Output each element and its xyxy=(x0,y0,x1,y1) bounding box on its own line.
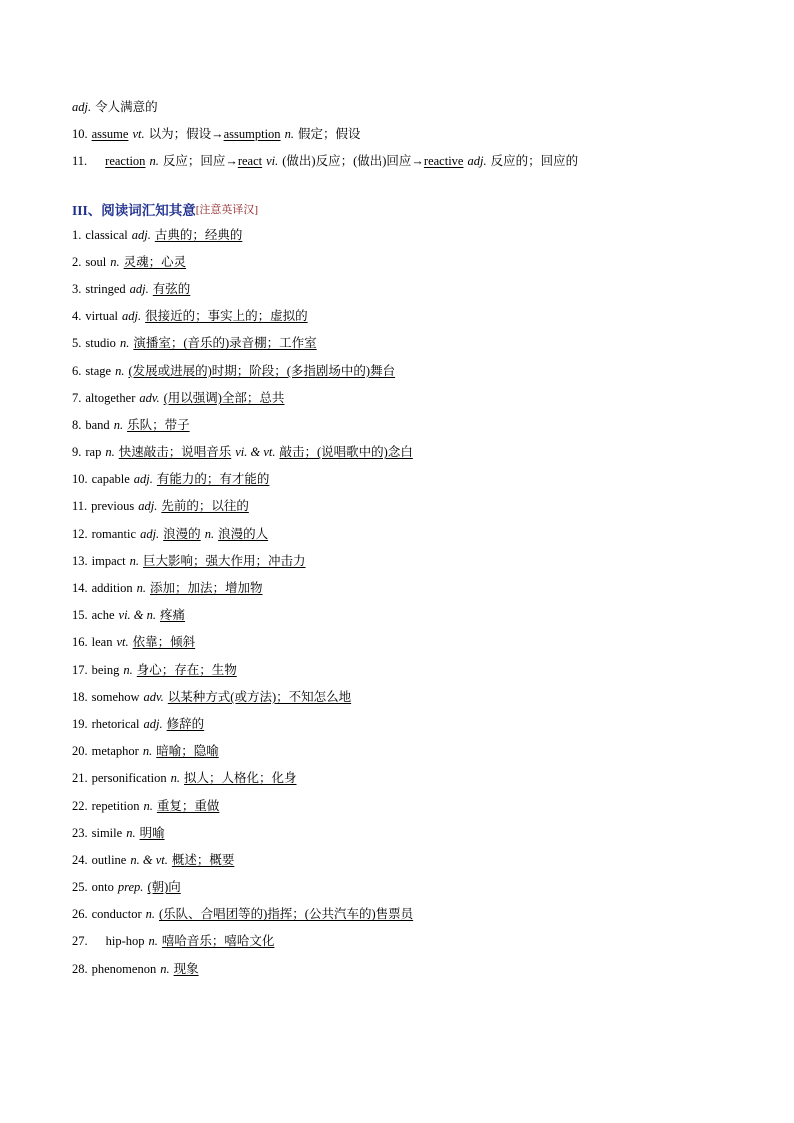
part-of-speech: n. xyxy=(143,798,153,813)
entry-number: 13. xyxy=(72,553,88,568)
vocab-item xyxy=(72,275,722,302)
part-of-speech: n. xyxy=(123,662,133,677)
vocab-item xyxy=(72,955,722,982)
headword: classical xyxy=(85,227,128,242)
headword: lean xyxy=(91,635,113,650)
vocab-item xyxy=(72,874,722,901)
part-of-speech: n. xyxy=(284,126,294,141)
headword: being xyxy=(91,662,120,677)
entry-number: 4. xyxy=(72,309,82,324)
vocab-item xyxy=(72,738,722,765)
meaning-text: (用以强调)全部；总共 xyxy=(163,390,285,405)
section-heading xyxy=(72,196,722,221)
part-of-speech: n. xyxy=(136,581,146,596)
page-content xyxy=(72,93,722,982)
part-of-speech: prep. xyxy=(117,880,144,895)
entry-line xyxy=(72,93,722,120)
meaning-text: 明喻 xyxy=(139,825,165,840)
meaning-text: 浪漫的人 xyxy=(218,526,269,541)
meaning-text: 依靠；倾斜 xyxy=(132,635,196,650)
vocab-list xyxy=(72,221,722,982)
entry-number: 18. xyxy=(72,689,88,704)
part-of-speech: n. xyxy=(149,153,159,168)
part-of-speech: adj. xyxy=(133,472,153,487)
meaning-text: 以某种方式(或方法)；不知怎么地 xyxy=(167,689,352,704)
meaning-text: 重复；重做 xyxy=(156,798,220,813)
part-of-speech: vi. & n. xyxy=(118,608,157,623)
derived-word: reactive xyxy=(423,153,464,168)
entry-number: 19. xyxy=(72,716,88,731)
vocab-item xyxy=(72,683,722,710)
meaning-text: 敲击；(说唱歌中的)念白 xyxy=(279,445,413,460)
entry-number: 6. xyxy=(72,363,82,378)
entry-line xyxy=(72,120,722,147)
part-of-speech: adv. xyxy=(143,689,164,704)
vocab-item xyxy=(72,765,722,792)
part-of-speech: n. xyxy=(110,254,120,269)
meaning-text: 令人满意的 xyxy=(95,99,158,114)
entry-number: 2. xyxy=(72,254,82,269)
meaning-text: 暗喻；隐喻 xyxy=(156,744,219,759)
meaning-text: 乐队；带子 xyxy=(127,417,190,432)
meaning-text: 概述；概要 xyxy=(171,852,235,867)
entry-number: 22. xyxy=(72,798,88,813)
meaning-text: 快速敲击；说唱音乐 xyxy=(118,445,232,460)
meaning-text: 嘻哈音乐；嘻哈文化 xyxy=(161,934,275,949)
vocab-item xyxy=(72,330,722,357)
part-of-speech: adj. xyxy=(72,99,92,114)
headword: addition xyxy=(91,581,133,596)
meaning-text: 有弦的 xyxy=(152,281,191,296)
part-of-speech: n. xyxy=(119,336,130,351)
vocab-item xyxy=(72,303,722,330)
headword: romantic xyxy=(91,526,137,541)
entry-number: 10. xyxy=(72,472,88,487)
meaning-text: 巨大影响；强大作用；冲击力 xyxy=(143,553,306,568)
part-of-speech: vi. & vt. xyxy=(235,445,276,460)
entry-number: 10. xyxy=(72,126,88,141)
entry-number: 23. xyxy=(72,825,88,840)
entry-number: 11. xyxy=(72,153,88,168)
part-of-speech: n. xyxy=(148,934,158,949)
meaning-text: (做出)反应；(做出)回应→ xyxy=(282,153,424,168)
vocab-item xyxy=(72,411,722,438)
headword: capable xyxy=(91,472,130,487)
part-of-speech: n. xyxy=(115,363,125,378)
entry-number: 15. xyxy=(72,608,88,623)
headword: personification xyxy=(91,771,167,786)
part-of-speech: n. xyxy=(105,445,115,460)
entry-number: 5. xyxy=(72,336,82,351)
entry-number: 24. xyxy=(72,852,88,867)
headword: repetition xyxy=(91,798,140,813)
headword: conductor xyxy=(91,907,142,922)
headword: studio xyxy=(85,336,116,351)
part-of-speech: n. xyxy=(113,417,124,432)
vocab-item xyxy=(72,656,722,683)
entry-number: 25. xyxy=(72,880,88,895)
entry-number: 26. xyxy=(72,907,88,922)
vocab-item xyxy=(72,792,722,819)
part-of-speech: n. & vt. xyxy=(130,852,168,867)
vocab-item xyxy=(72,574,722,601)
meaning-text: 很接近的；事实上的；虚拟的 xyxy=(145,309,308,324)
part-of-speech: n. xyxy=(145,907,155,922)
headword: previous xyxy=(91,499,135,514)
part-of-speech: adj. xyxy=(143,716,163,731)
entry-number: 14. xyxy=(72,581,88,596)
meaning-text: 现象 xyxy=(173,961,199,976)
entry-number: 7. xyxy=(72,390,82,405)
part-of-speech: n. xyxy=(160,961,170,976)
meaning-text: (发展或进展的)时期；阶段；(多指剧场中的)舞台 xyxy=(128,363,396,378)
headword: soul xyxy=(85,254,107,269)
part-of-speech: n. xyxy=(129,553,140,568)
meaning-text: 身心；存在；生物 xyxy=(136,662,237,677)
headword: band xyxy=(85,417,110,432)
headword: hip-hop xyxy=(105,934,145,949)
headword: altogether xyxy=(85,390,136,405)
part-of-speech: adv. xyxy=(139,390,160,405)
entry-number: 3. xyxy=(72,281,82,296)
meaning-text: 拟人；人格化；化身 xyxy=(183,771,297,786)
headword: ache xyxy=(91,608,115,623)
meaning-text: 古典的；经典的 xyxy=(154,227,243,242)
part-of-speech: adj. xyxy=(122,309,142,324)
headword: stringed xyxy=(85,281,126,296)
entry-number: 17. xyxy=(72,662,88,677)
vocab-item xyxy=(72,602,722,629)
headword: simile xyxy=(91,825,123,840)
entry-number: 16. xyxy=(72,635,88,650)
meaning-text: 以为；假设→ xyxy=(148,126,224,141)
entry-number: 11. xyxy=(72,499,88,514)
headword: stage xyxy=(85,363,112,378)
meaning-text: (乐队、合唱团等的)指挥；(公共汽车的)售票员 xyxy=(158,907,414,922)
vocab-item xyxy=(72,901,722,928)
section-title: III、阅读词汇知其意 xyxy=(72,202,196,218)
vocab-item xyxy=(72,384,722,411)
part-of-speech: vt. xyxy=(132,126,145,141)
meaning-text: 浪漫的 xyxy=(163,526,201,541)
headword: rap xyxy=(85,445,102,460)
part-of-speech: adj. xyxy=(131,227,151,242)
derived-word: react xyxy=(237,153,263,168)
meaning-text: 反应的；回应的 xyxy=(490,153,579,168)
part-of-speech: adj. xyxy=(129,281,149,296)
entry-number: 21. xyxy=(72,771,88,786)
part-of-speech: n. xyxy=(204,526,215,541)
part-of-speech: adj. xyxy=(467,153,487,168)
entry-number: 27. xyxy=(72,934,88,949)
headword: rhetorical xyxy=(91,716,140,731)
vocab-item xyxy=(72,493,722,520)
meaning-text: 演播室；(音乐的)录音棚；工作室 xyxy=(133,336,317,351)
entry-number: 28. xyxy=(72,961,88,976)
meaning-text: 有能力的；有才能的 xyxy=(156,472,270,487)
part-of-speech: n. xyxy=(126,825,136,840)
headword: somehow xyxy=(91,689,140,704)
vocab-item xyxy=(72,928,722,955)
part-of-speech: adj. xyxy=(138,499,158,514)
entry-number: 12. xyxy=(72,526,88,541)
meaning-text: 灵魂；心灵 xyxy=(123,254,187,269)
vocab-item xyxy=(72,357,722,384)
meaning-text: 反应；回应→ xyxy=(162,153,238,168)
meaning-text: 先前的；以往的 xyxy=(161,499,249,514)
part-of-speech: vt. xyxy=(116,635,129,650)
entry-number: 8. xyxy=(72,417,82,432)
part-of-speech: n. xyxy=(142,744,153,759)
previous-section-tail xyxy=(72,93,722,174)
vocab-item xyxy=(72,710,722,737)
vocab-item xyxy=(72,439,722,466)
meaning-text: 修辞的 xyxy=(166,716,205,731)
vocab-item xyxy=(72,466,722,493)
meaning-text: 添加；加法；增加物 xyxy=(149,581,263,596)
part-of-speech: adj. xyxy=(140,526,160,541)
entry-number: 9. xyxy=(72,445,82,460)
headword: assume xyxy=(91,126,129,141)
headword: onto xyxy=(91,880,114,895)
vocab-item xyxy=(72,248,722,275)
headword: reaction xyxy=(105,153,146,168)
entry-number: 20. xyxy=(72,744,88,759)
vocab-item xyxy=(72,846,722,873)
headword: phenomenon xyxy=(91,961,157,976)
section-note: [注意英译汉] xyxy=(195,203,259,216)
derived-word: assumption xyxy=(223,126,281,141)
meaning-text: (朝)向 xyxy=(147,880,181,895)
vocab-item xyxy=(72,819,722,846)
headword: impact xyxy=(91,553,126,568)
part-of-speech: vi. xyxy=(266,153,279,168)
vocab-item xyxy=(72,629,722,656)
headword: outline xyxy=(91,852,127,867)
meaning-text: 假定；假设 xyxy=(297,126,361,141)
entry-number: 1. xyxy=(72,227,82,242)
entry-line xyxy=(72,147,722,174)
meaning-text: 疼痛 xyxy=(160,608,186,623)
headword: virtual xyxy=(85,309,119,324)
part-of-speech: n. xyxy=(170,771,180,786)
headword: metaphor xyxy=(91,744,139,759)
vocab-item xyxy=(72,221,722,248)
vocab-item xyxy=(72,520,722,547)
vocab-item xyxy=(72,547,722,574)
